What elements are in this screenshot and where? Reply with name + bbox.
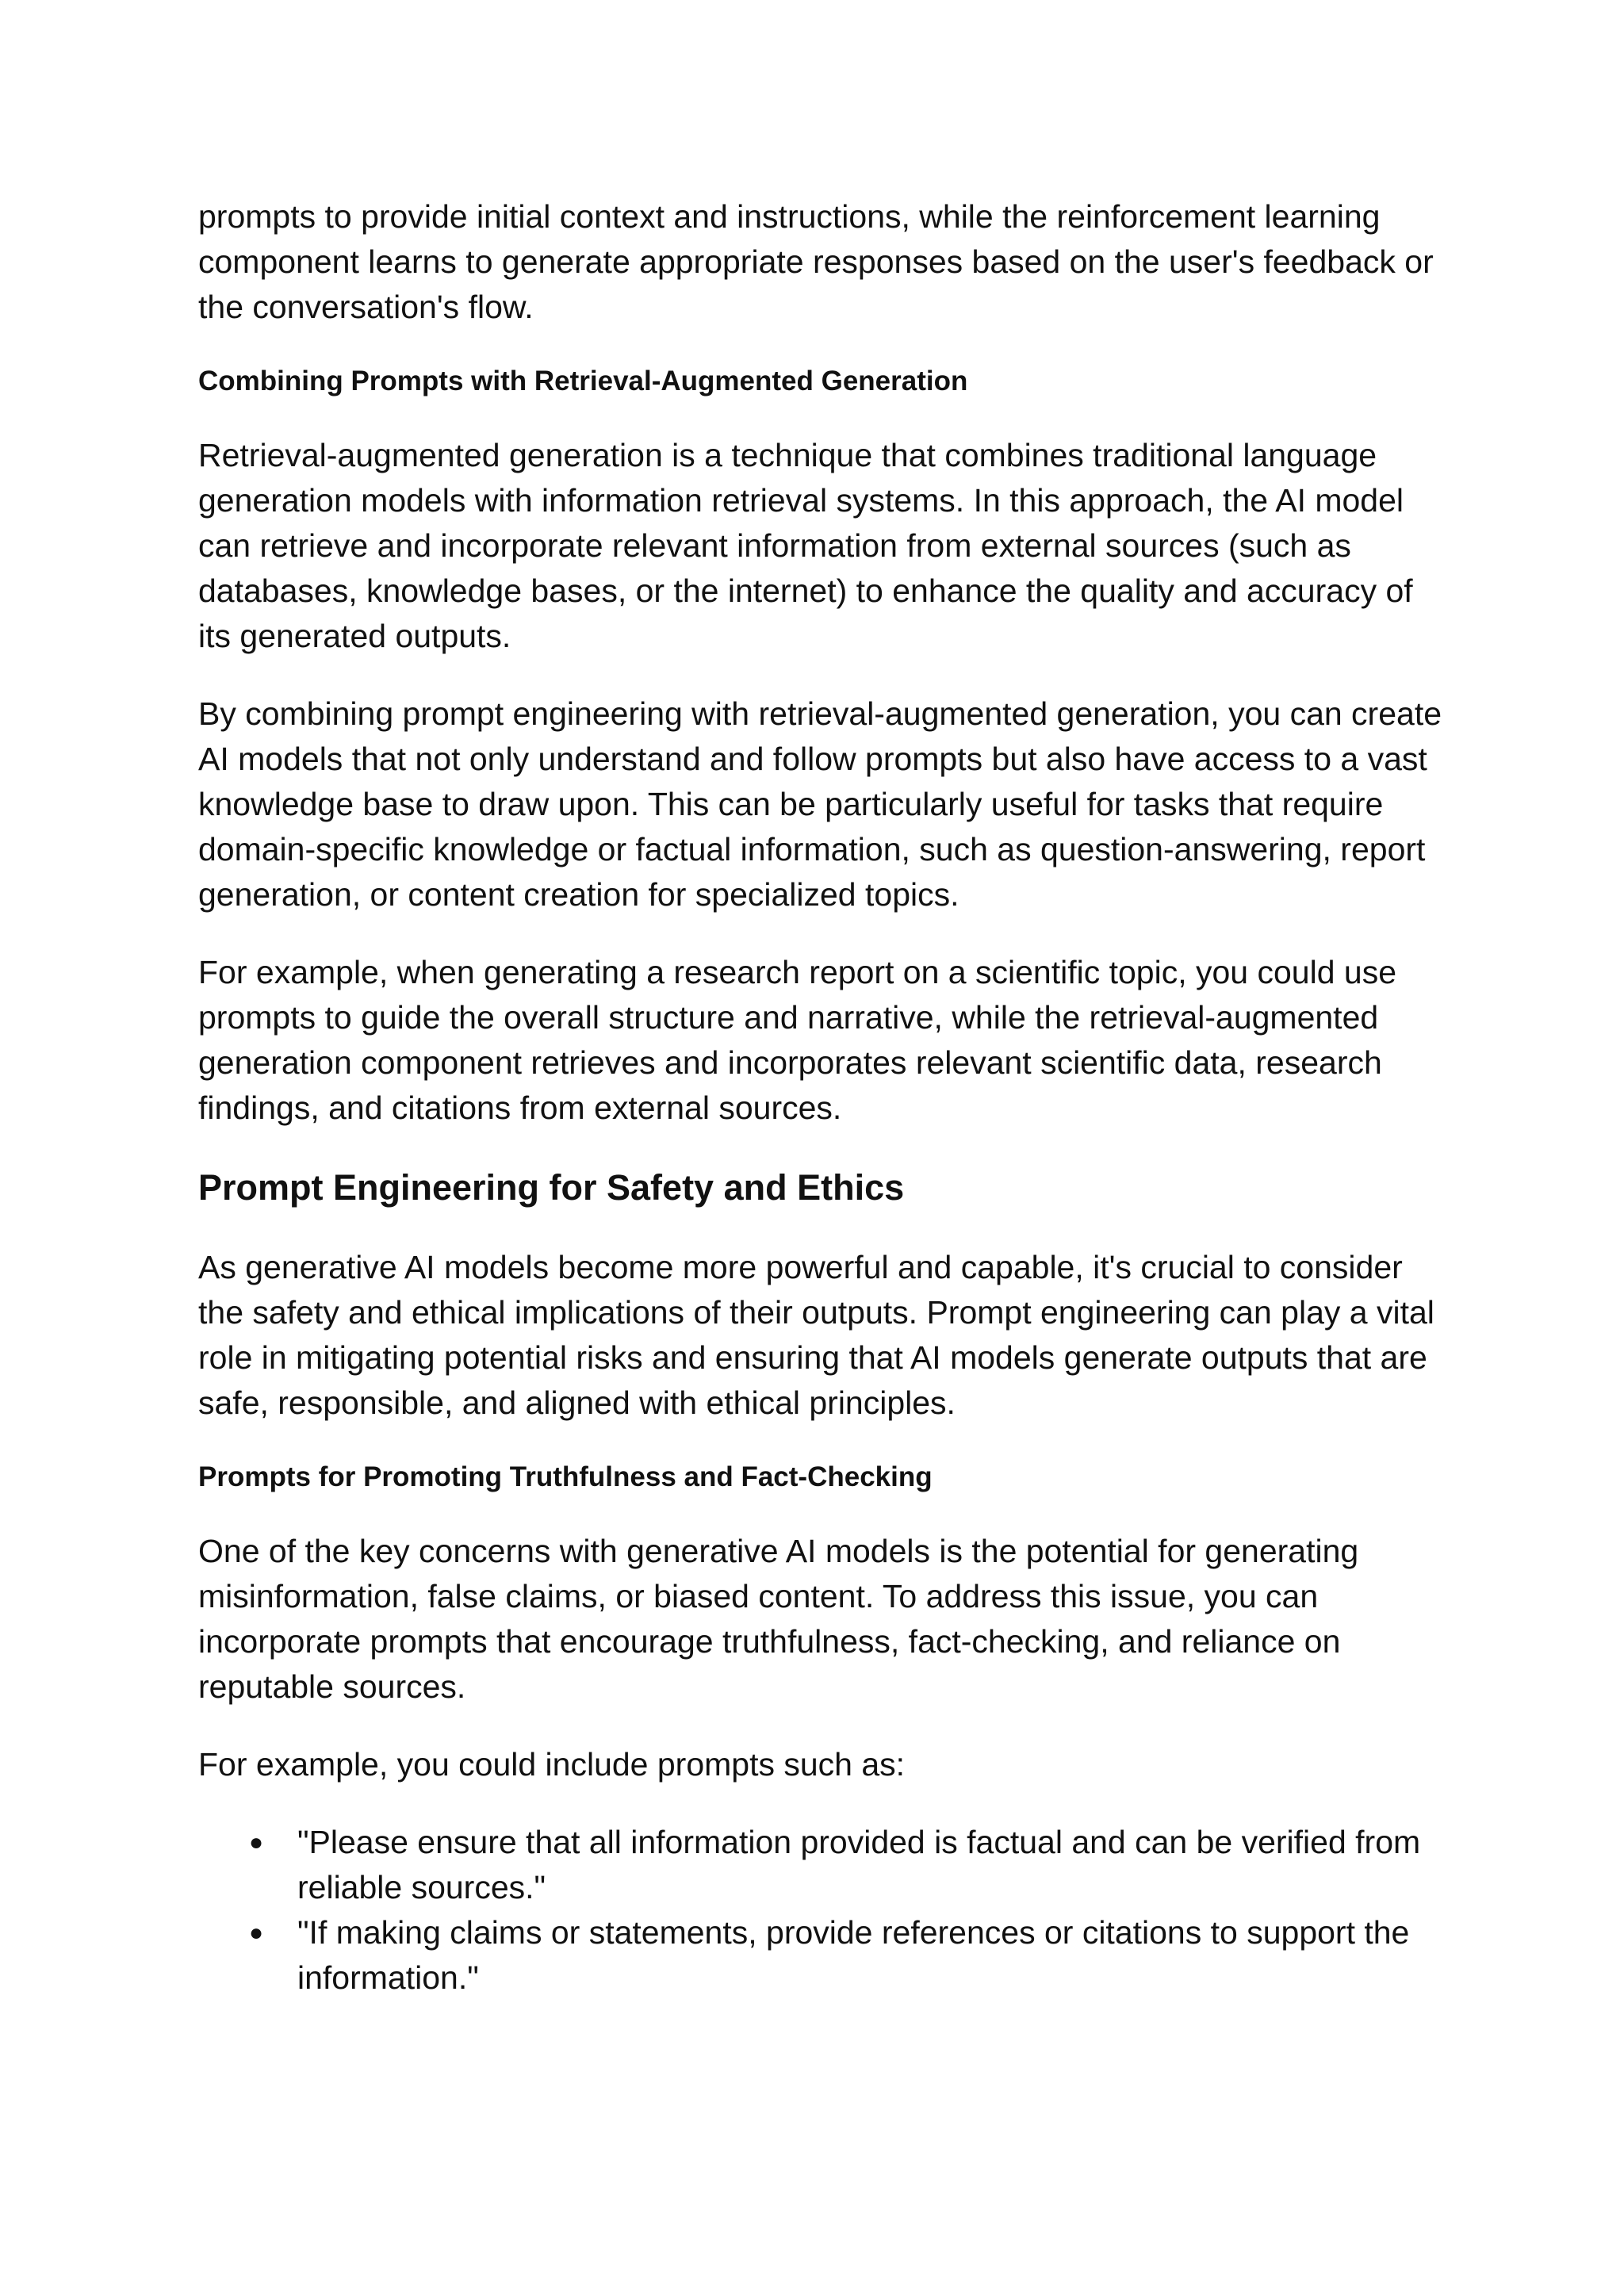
rag-paragraph-2: By combining prompt engineering with retrieval-augmented generation, you can create AI models that not only understand and follow prompts but also have access to a vast knowledge base to draw upon. This can be particularly useful for tasks that require domain-specific knowledge or factual information, such as question-answering, report generation, or content creation for specialized topics. — [198, 695, 1442, 913]
example-prompts-list — [198, 1820, 1443, 2001]
rag-paragraph-3: For example, when generating a research report on a scientific topic, you could use prompts to guide the overall structure and narrative, while the retrieval-augmented generation component retrieves and incorporates relevant scientific data, research findings, and citations from external sources. — [198, 954, 1396, 1126]
list-item — [198, 1910, 1443, 2001]
list-item-text: "If making claims or statements, provide references or citations to support the information." — [297, 1914, 1410, 1996]
list-item — [198, 1820, 1443, 1910]
bullet-icon: ● — [249, 1920, 264, 1946]
document-page — [198, 194, 1443, 2001]
safety-intro-paragraph: As generative AI models become more powerful and capable, it's crucial to consider the safety and ethical implications of their outputs. Prompt engineering can play a vital role in mitigating potential risks and ensuring that AI models generate outputs that are safe, responsible, and aligned with ethical principles. — [198, 1249, 1434, 1421]
rag-paragraph-1: Retrieval-augmented generation is a technique that combines traditional language generation models with information retrieval systems. In this approach, the AI model can retrieve and incorporate relevant information from external sources (such as databases, knowledge bases, or the internet) to enhance the quality and accuracy of its generated outputs. — [198, 437, 1413, 654]
bullet-icon: ● — [249, 1829, 264, 1855]
truth-paragraph-2: For example, you could include prompts such as: — [198, 1746, 906, 1783]
heading-safety-and-ethics: Prompt Engineering for Safety and Ethics — [198, 1167, 905, 1208]
truth-paragraph-1: One of the key concerns with generative AI models is the potential for generating misinformation, false claims, or biased content. To address this issue, you can incorporate prompts that encourage truthfulness, fact-checking, and reliance on reputable sources. — [198, 1533, 1359, 1705]
heading-retrieval-augmented-generation: Combining Prompts with Retrieval-Augmented Generation — [198, 366, 968, 396]
heading-truthfulness-fact-checking: Prompts for Promoting Truthfulness and Fact-Checking — [198, 1461, 933, 1492]
list-item-text: "Please ensure that all information provided is factual and can be verified from reliable sources." — [297, 1824, 1421, 1905]
continuation-paragraph: prompts to provide initial context and instructions, while the reinforcement learning component learns to generate appropriate responses based on the user's feedback or the conversation's flow. — [198, 198, 1434, 325]
